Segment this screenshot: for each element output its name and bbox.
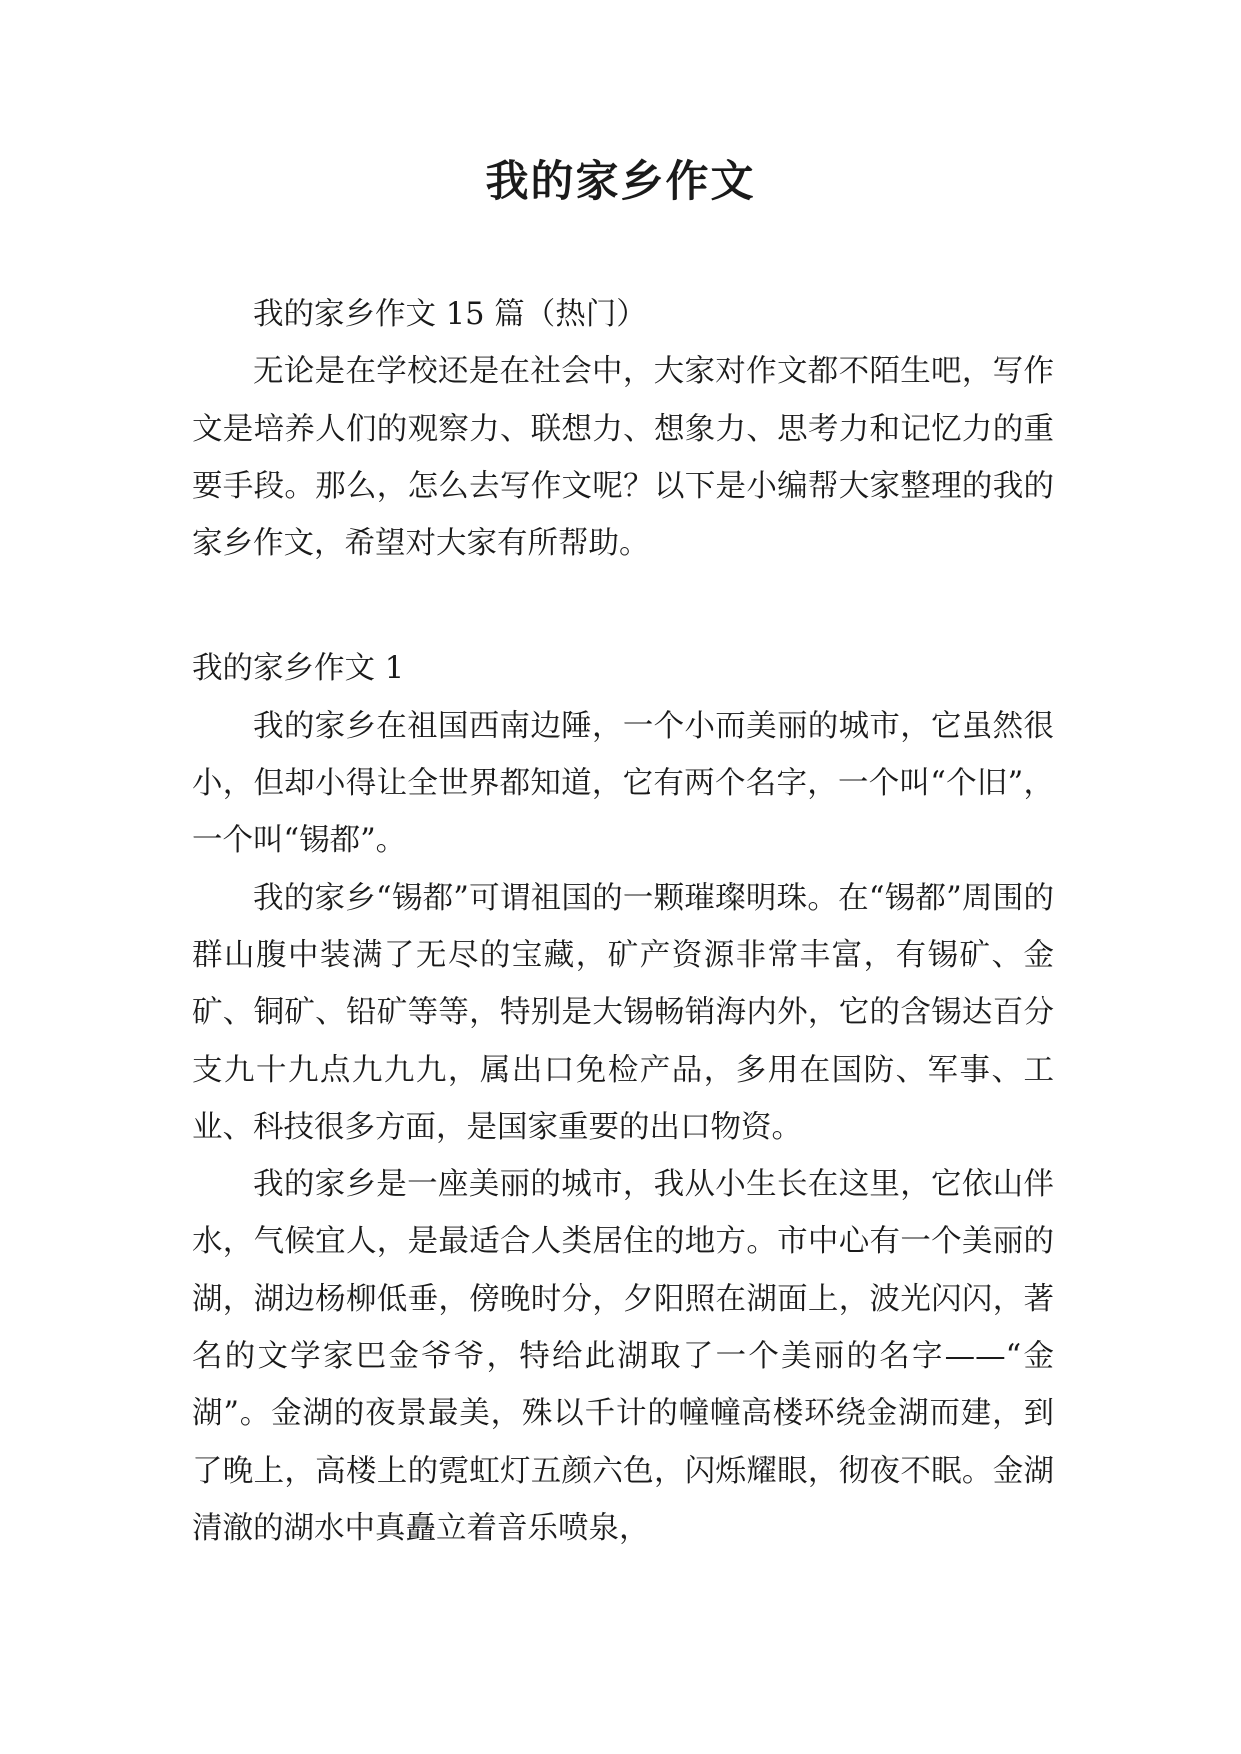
section-spacer [192,572,1054,640]
document-subtitle: 我的家乡作文 15 篇（热门） [253,297,647,332]
intro-paragraph: 无论是在学校还是在社会中，大家对作文都不陌生吧，写作文是培养人们的观察力、联想力、想象力、思考力和记忆力的重要手段。那么，怎么去写作文呢？以下是小编帮大家整理的我的家乡作文，希望对大家有所帮助。 [192,354,1054,562]
document-body [192,286,1054,1557]
essay-paragraph: 我的家乡是一座美丽的城市，我从小生长在这里，它依山伴水，气候宜人，是最适合人类居住的地方。市中心有一个美丽的湖，湖边杨柳低垂，傍晚时分，夕阳照在湖面上，波光闪闪，著名的文学家巴金爷爷，特给此湖取了一个美丽的名字——“金湖”。金湖的夜景最美，殊以千计的幢幢高楼环绕金湖而建，到了晚上，高楼上的霓虹灯五颜六色，闪烁耀眼，彻夜不眠。金湖清澈的湖水中真矗立着音乐喷泉， [192,1167,1054,1546]
document-title: 我的家乡作文 [485,157,756,207]
essay-heading: 我的家乡作文 1 [192,651,405,687]
essay-paragraph: 我的家乡“锡都”可谓祖国的一颗璀璨明珠。在“锡都”周围的群山腹中装满了无尽的宝藏，矿产资源非常丰富，有锡矿、金矿、铜矿、铅矿等等，特别是大锡畅销海内外，它的含锡达百分支九十九点九九九，属出口免检产品，多用在国防、军事、工业、科技很多方面，是国家重要的出口物资。 [192,880,1054,1145]
essay-paragraph: 我的家乡在祖国西南边陲，一个小而美丽的城市，它虽然很小，但却小得让全世界都知道，它有两个名字，一个叫“个旧”，一个叫“锡都”。 [192,708,1054,859]
